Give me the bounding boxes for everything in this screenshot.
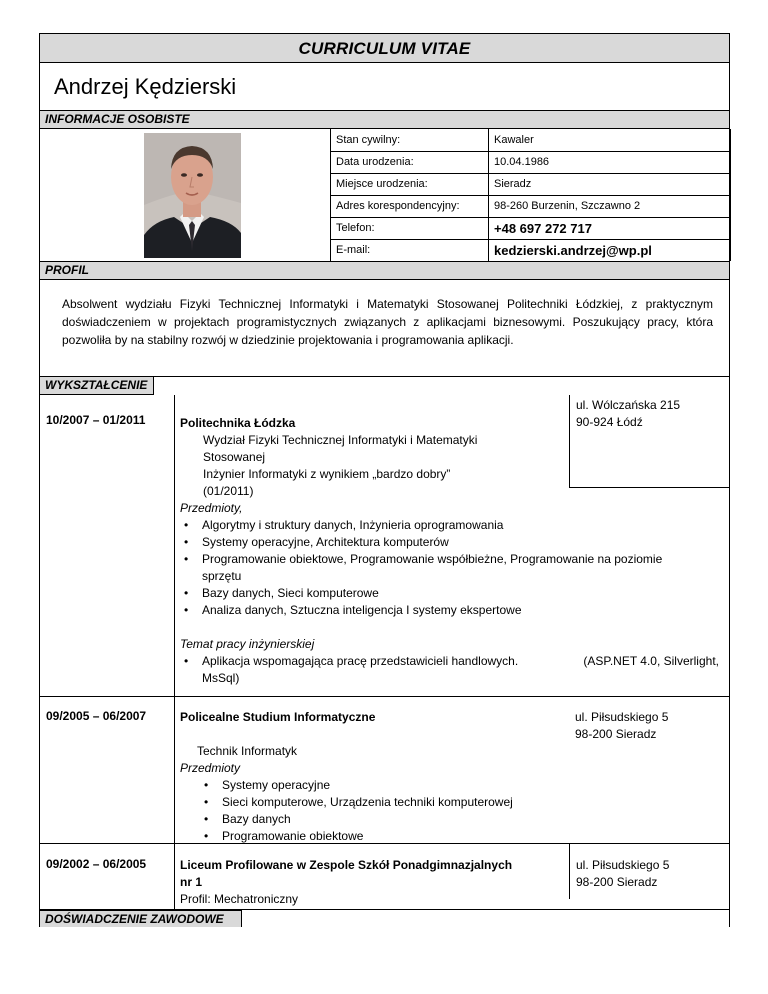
school-name: Policealne Studium Informatyczne: [180, 710, 376, 724]
section-personal-header: [40, 111, 729, 129]
profile-text: Absolwent wydziału Fizyki Technicznej Informatyki i Matematyki Stosowanej Politechniki Łódzkiej, z praktycznym doświadczeniem w projektach programistycznych związanych z aplikacjami biznesowymi. Poszukujący pracy, która pozwoliła by na stabilny rozwój w dziedzinie projektowania i programowania aplikacji.: [40, 280, 729, 377]
info-row-birth-place: [331, 173, 731, 195]
info-value: 10.04.1986: [489, 151, 731, 173]
address-line: 98-200 Sieradz: [576, 875, 658, 889]
subject-item: • Systemy operacyjne: [200, 777, 729, 794]
section-profile-label: PROFIL: [45, 263, 89, 277]
education-entry: [40, 395, 729, 697]
section-experience-header: [40, 910, 242, 927]
info-row-phone: [331, 217, 731, 239]
profile-photo: [144, 133, 241, 258]
education-address: [569, 844, 729, 899]
school-name-cont: nr 1: [180, 875, 203, 889]
section-profile-header: [40, 262, 729, 280]
info-label: Telefon:: [331, 217, 489, 239]
section-education-header: [40, 377, 154, 395]
info-value: 98-260 Burzenin, Szczawno 2: [489, 195, 731, 217]
address-line: ul. Piłsudskiego 5: [576, 858, 670, 872]
education-address: [569, 707, 729, 743]
info-label: E-mail:: [331, 239, 489, 261]
education-entry: [40, 844, 729, 910]
info-value: Sieradz: [489, 173, 731, 195]
school-name: Politechnika Łódzka: [180, 416, 296, 430]
education-body: [175, 395, 729, 696]
subject-item: • Systemy operacyjne, Architektura komputerów: [180, 534, 729, 551]
subjects-list: [180, 517, 729, 619]
info-label: Adres korespondencyjny:: [331, 195, 489, 217]
faculty-cont: Stosowanej: [203, 450, 266, 464]
education-date: 09/2002 – 06/2005: [40, 844, 175, 909]
school-name: Liceum Profilowane w Zespole Szkół Ponadgimnazjalnych: [180, 858, 513, 872]
info-row-address: [331, 195, 731, 217]
address-line: ul. Wólczańska 215: [576, 398, 681, 412]
thesis-title: Aplikacja wspomagająca pracę przedstawicieli handlowych.: [202, 654, 519, 668]
degree-date: (01/2011): [203, 484, 254, 498]
thesis-tech-cont: MsSql): [202, 671, 240, 685]
education-entry: [40, 697, 729, 844]
personal-info-table: [330, 129, 731, 261]
education-date: 10/2007 – 01/2011: [40, 395, 175, 696]
profile-photo-image: [144, 133, 241, 258]
info-label: Miejsce urodzenia:: [331, 173, 489, 195]
info-label: Stan cywilny:: [331, 129, 489, 151]
degree: Inżynier Informatyki z wynikiem „bardzo dobry”: [203, 467, 451, 481]
degree: Technik Informatyk: [197, 744, 298, 758]
education-body: [175, 844, 729, 909]
info-row-birth-date: [331, 151, 731, 173]
subject-item: • Algorytmy i struktury danych, Inżynieria oprogramowania: [180, 517, 729, 534]
subject-item: • Analiza danych, Sztuczna inteligencja I systemy ekspertowe: [180, 602, 729, 619]
email-value: kedzierski.andrzej@wp.pl: [489, 239, 731, 261]
faculty: Wydział Fizyki Technicznej Informatyki i Matematyki: [203, 433, 478, 447]
info-row-email: [331, 239, 731, 261]
document-title: CURRICULUM VITAE: [40, 34, 729, 63]
subjects-label: Przedmioty,: [180, 501, 243, 515]
thesis-list: [180, 653, 729, 687]
cv-document: [39, 33, 730, 927]
subject-item: • Programowanie obiektowe: [200, 828, 729, 845]
info-value: Kawaler: [489, 129, 731, 151]
address-line: 98-200 Sieradz: [575, 727, 657, 741]
education-body: [175, 697, 729, 843]
personal-info-section: [40, 129, 729, 262]
phone-value: +48 697 272 717: [489, 217, 731, 239]
subjects-list: [180, 777, 729, 845]
education-date: 09/2005 – 06/2007: [40, 697, 175, 843]
thesis-label: Temat pracy inżynierskiej: [180, 637, 315, 651]
candidate-name: Andrzej Kędzierski: [40, 63, 729, 111]
address-line: ul. Piłsudskiego 5: [575, 710, 669, 724]
education-address: [569, 395, 729, 488]
section-personal-label: INFORMACJE OSOBISTE: [45, 112, 190, 126]
subject-item-cont: sprzętu: [202, 569, 242, 583]
subject-item: • Bazy danych: [200, 811, 729, 828]
thesis-item: [180, 653, 729, 670]
subject-item: • Programowanie obiektowe, Programowanie współbieżne, Programowanie na poziomie: [180, 551, 729, 568]
info-label: Data urodzenia:: [331, 151, 489, 173]
thesis-tech: (ASP.NET 4.0, Silverlight,: [583, 654, 719, 668]
info-row-marital-status: [331, 129, 731, 151]
school-profile: Profil: Mechatroniczny: [180, 892, 299, 906]
subject-item: • Sieci komputerowe, Urządzenia techniki komputerowej: [200, 794, 729, 811]
section-education-label: WYKSZTAŁCENIE: [45, 378, 148, 392]
subjects-label: Przedmioty: [180, 761, 241, 775]
subject-item: • Bazy danych, Sieci komputerowe: [180, 585, 729, 602]
address-line: 90-924 Łódź: [576, 415, 643, 429]
section-experience-label: DOŚWIADCZENIE ZAWODOWE: [45, 912, 224, 926]
